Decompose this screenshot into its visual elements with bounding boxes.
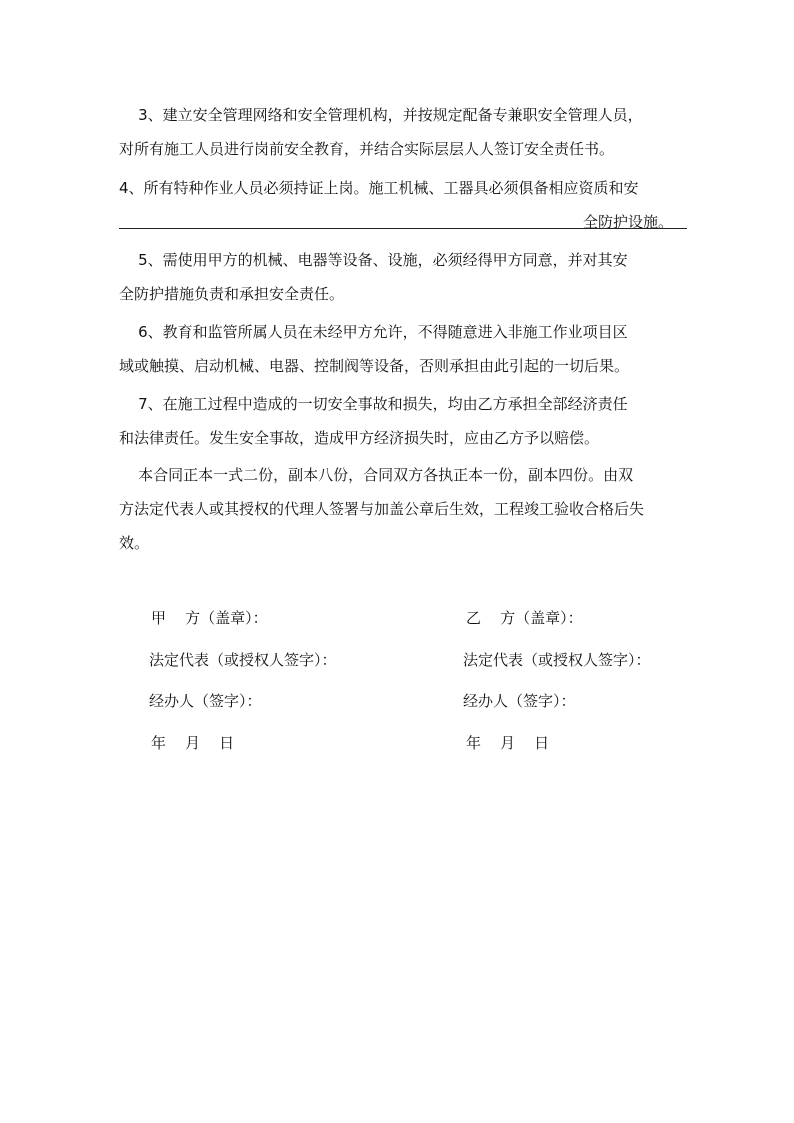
party-a-date-label: 年 月 日	[151, 734, 235, 752]
party-b-representative-label: 法定代表（或授权人签字）：	[463, 651, 651, 669]
clause-5	[119, 243, 681, 311]
clause-3-line-1: 3、建立安全管理网络和安全管理机构，并按规定配备专兼职安全管理人员，	[119, 106, 643, 124]
party-a-handler-label: 经办人（签字）：	[149, 692, 262, 710]
clause-5-line-2: 全防护措施负责和承担安全责任。	[119, 285, 345, 303]
contract-validity-clause	[119, 458, 681, 560]
clause-4-line-1: 4、所有特种作业人员必须持证上岗。施工机械、工器具必须俱备相应资质和安	[119, 179, 639, 197]
clause-5-line-1: 5、需使用甲方的机械、电器等设备、设施，必须经得甲方同意，并对其安	[119, 251, 628, 269]
clause-6	[119, 315, 681, 383]
party-b-seal-label: 乙 方（盖章）：	[466, 609, 583, 627]
clause-3	[119, 98, 681, 166]
clause-7	[119, 387, 681, 455]
clause-3-line-2: 对所有施工人员进行岗前安全教育，并结合实际层层人人签订安全责任书。	[119, 140, 615, 158]
clause-7-line-2: 和法律责任。发生安全事故，造成甲方经济损失时，应由乙方予以赔偿。	[119, 429, 600, 447]
clause-6-line-1: 6、教育和监管所属人员在未经甲方允许，不得随意进入非施工作业项目区	[119, 323, 628, 341]
validity-line-2: 方法定代表人或其授权的代理人签署与加盖公章后生效，工程竣工验收合格后失	[119, 500, 645, 518]
party-a-representative-label: 法定代表（或授权人签字）：	[149, 651, 337, 669]
clause-7-line-1: 7、在施工过程中造成的一切安全事故和损失，均由乙方承担全部经济责任	[119, 395, 628, 413]
validity-line-3: 效。	[119, 534, 150, 552]
validity-line-1: 本合同正本一式二份，副本八份，合同双方各执正本一份，副本四份。由双	[119, 466, 634, 484]
horizontal-rule	[119, 228, 687, 229]
party-a-seal-label: 甲 方（盖章）：	[151, 609, 268, 627]
clause-6-line-2: 域或触摸、启动机械、电器、控制阀等设备，否则承担由此引起的一切后果。	[119, 357, 630, 375]
party-b-handler-label: 经办人（签字）：	[463, 692, 576, 710]
clause-4-line-2: 全防护设施。	[582, 213, 673, 231]
party-b-date-label: 年 月 日	[466, 734, 550, 752]
